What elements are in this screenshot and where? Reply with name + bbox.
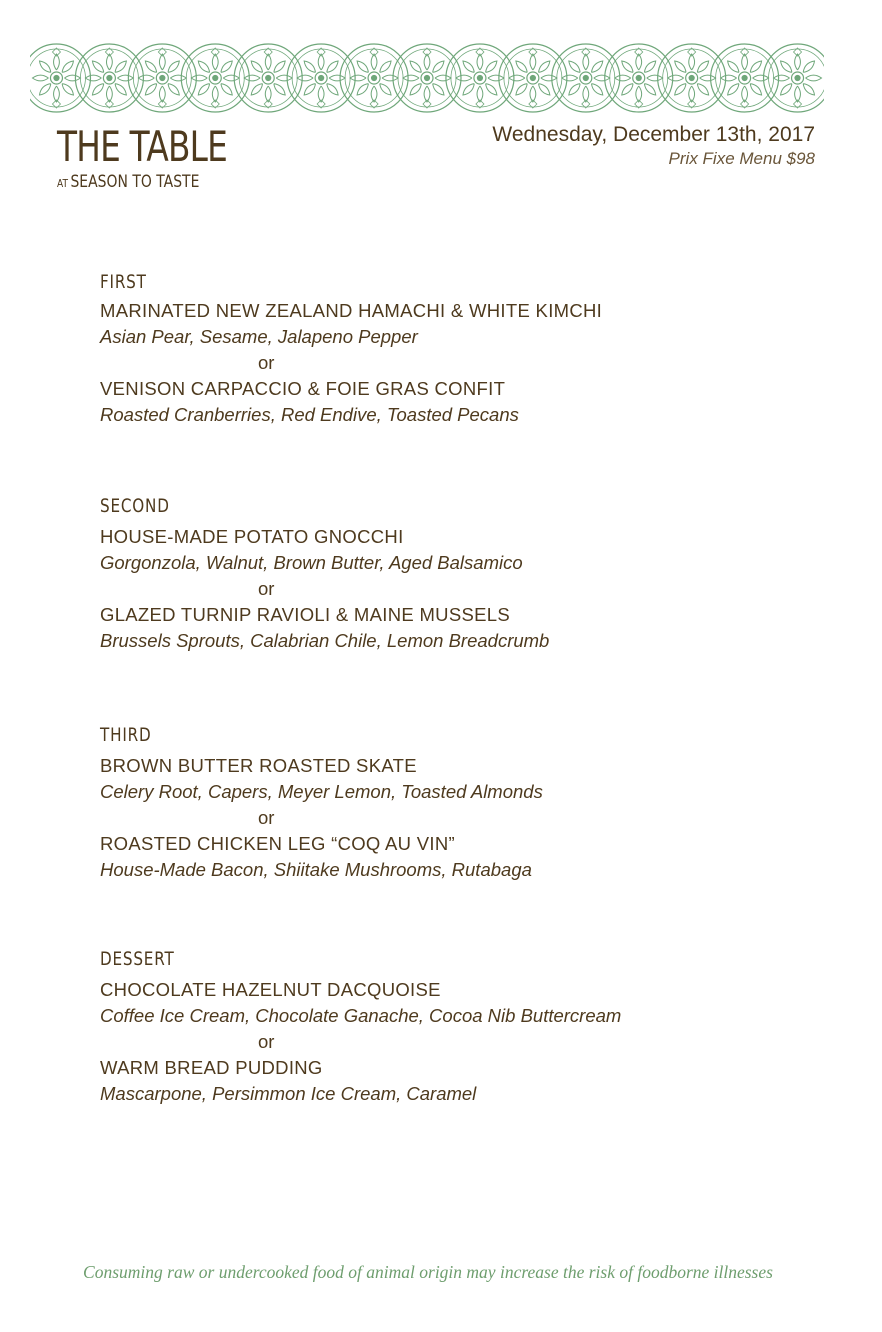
course-first xyxy=(100,270,602,428)
course-heading: THIRD xyxy=(100,724,152,746)
or-separator: or xyxy=(258,1031,275,1052)
dish-name: ROASTED CHICKEN LEG “COQ AU VIN” xyxy=(100,833,455,854)
brand-logo xyxy=(57,124,275,194)
dish-description: Celery Root, Capers, Meyer Lemon, Toasted Almonds xyxy=(100,781,543,802)
course-second xyxy=(100,494,549,654)
menu-date: Wednesday, December 13th, 2017 xyxy=(492,123,815,146)
ornamental-border xyxy=(30,40,824,116)
brand-subtitle xyxy=(57,172,236,194)
brand-at: AT xyxy=(57,177,68,190)
dish-description: Coffee Ice Cream, Chocolate Ganache, Cocoa Nib Buttercream xyxy=(100,1005,622,1026)
or-separator: or xyxy=(258,807,275,828)
dish-name: GLAZED TURNIP RAVIOLI & MAINE MUSSELS xyxy=(100,604,510,625)
brand-title: THE TABLE xyxy=(57,122,228,171)
dish-name: VENISON CARPACCIO & FOIE GRAS CONFIT xyxy=(100,378,506,399)
prix-fixe-price: Prix Fixe Menu $98 xyxy=(668,149,815,168)
dish-description: Asian Pear, Sesame, Jalapeno Pepper xyxy=(100,326,418,347)
dish-name: MARINATED NEW ZEALAND HAMACHI & WHITE KIMCHI xyxy=(100,300,603,321)
dish-name: HOUSE-MADE POTATO GNOCCHI xyxy=(100,526,404,547)
dish-name: WARM BREAD PUDDING xyxy=(100,1057,323,1078)
course-heading: DESSERT xyxy=(100,948,175,970)
dish-name: CHOCOLATE HAZELNUT DACQUOISE xyxy=(100,979,441,1000)
menu-header-info xyxy=(492,122,815,170)
dish-description: Brussels Sprouts, Calabrian Chile, Lemon Breadcrumb xyxy=(100,630,550,651)
dish-description: Mascarpone, Persimmon Ice Cream, Caramel xyxy=(100,1083,477,1104)
dish-description: Roasted Cranberries, Red Endive, Toasted Pecans xyxy=(100,404,519,425)
brand-subtitle-text: SEASON TO TASTE xyxy=(70,172,200,192)
course-heading: SECOND xyxy=(100,495,170,517)
dish-description: House-Made Bacon, Shiitake Mushrooms, Rutabaga xyxy=(100,859,532,880)
or-separator: or xyxy=(258,578,275,599)
dish-description: Gorgonzola, Walnut, Brown Butter, Aged Balsamico xyxy=(100,552,523,573)
course-heading: FIRST xyxy=(100,271,147,293)
ornament-tile xyxy=(30,44,90,112)
or-separator: or xyxy=(258,352,275,373)
ornament-tile xyxy=(764,44,824,112)
course-third xyxy=(100,723,543,883)
dish-name: BROWN BUTTER ROASTED SKATE xyxy=(100,755,417,776)
course-dessert xyxy=(100,947,621,1107)
food-safety-disclaimer: Consuming raw or undercooked food of animal origin may increase the risk of foodborne illnesses xyxy=(83,1262,773,1282)
